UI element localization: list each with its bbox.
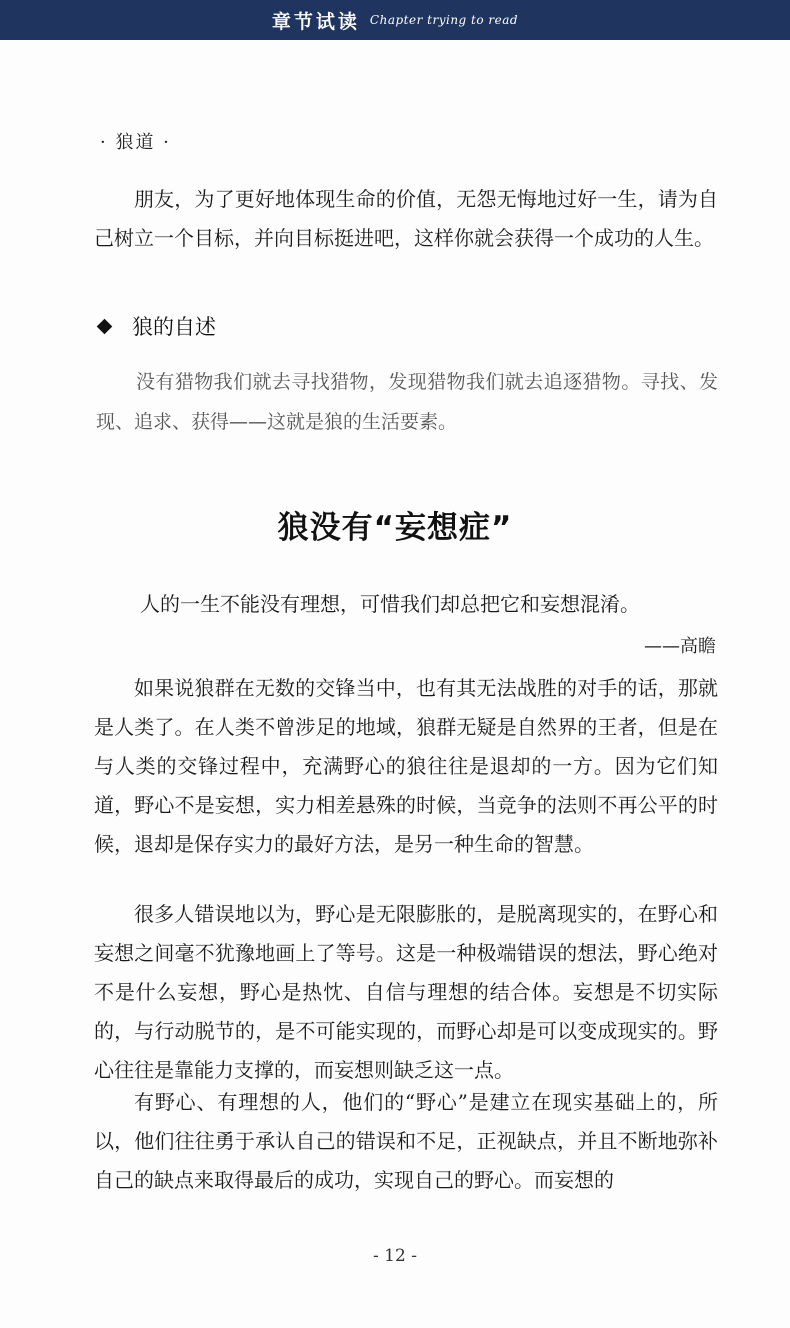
banner-title-cn: 章节试读 xyxy=(271,10,360,33)
body-paragraph-3: 有野心、有理想的人，他们的“野心”是建立在现实基础上的，所以，他们往往勇于承认自己的错误和不足，正视缺点，并且不断地弥补自己的缺点来取得最后的成功，实现自己的野心。而妄想的 xyxy=(94,1090,718,1192)
section-heading xyxy=(96,311,216,341)
intro-paragraph: 朋友，为了更好地体现生命的价值，无怨无悔地过好一生，请为自己树立一个目标，并向目标挺进吧，这样你就会获得一个成功的人生。 xyxy=(94,187,718,250)
section-paragraph: 没有猎物我们就去寻找猎物，发现猎物我们就去追逐猎物。寻找、发现、追求、获得——这就是狼的生活要素。 xyxy=(96,371,718,433)
chapter-preview-banner xyxy=(0,0,790,40)
epigraph-quote: 人的一生不能没有理想，可惜我们却总把它和妄想混淆。 xyxy=(140,592,640,616)
running-head: · 狼道 · xyxy=(100,132,171,153)
section-heading-text: 狼的自述 xyxy=(132,315,216,339)
page-number: - 12 - xyxy=(373,1246,417,1266)
book-page xyxy=(0,40,790,1328)
epigraph-author: ——高瞻 xyxy=(644,636,716,657)
banner-title-en: Chapter trying to read xyxy=(369,13,519,27)
body-paragraph-2: 很多人错误地以为，野心是无限膨胀的，是脱离现实的，在野心和妄想之间毫不犹豫地画上了等号。这是一种极端错误的想法，野心绝对不是什么妄想，野心是热忱、自信与理想的结合体。妄想是不切实际的，与行动脱节的，是不可能实现的，而野心却是可以变成现实的。野心往往是靠能力支撑的，而妄想则缺乏这一点。 xyxy=(94,902,718,1082)
chapter-title: 狼没有“妄想症” xyxy=(277,510,513,546)
body-paragraph-1: 如果说狼群在无数的交锋当中，也有其无法战胜的对手的话，那就是人类了。在人类不曾涉足的地域，狼群无疑是自然界的王者，但是在与人类的交锋过程中，充满野心的狼往往是退却的一方。因为它们知道，野心不是妄想，实力相差悬殊的时候，当竞争的法则不再公平的时候，退却是保存实力的最好方法，是另一种生命的智慧。 xyxy=(94,676,718,856)
diamond-bullet-icon xyxy=(97,318,113,334)
